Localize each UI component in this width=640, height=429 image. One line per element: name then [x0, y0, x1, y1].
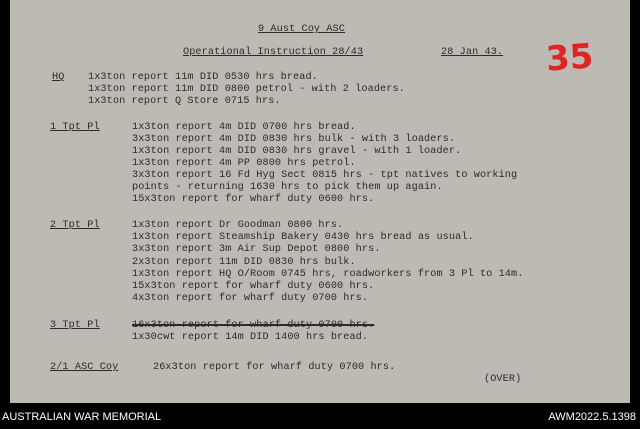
section-label-3-tpt-pl: 3 Tpt Pl: [50, 320, 100, 331]
section-label-asc-coy: 2/1 ASC Coy: [50, 362, 119, 373]
tpt2-line: 3x3ton report 3m Air Sup Depot 0800 hrs.: [132, 244, 381, 255]
document-page: [10, 0, 630, 403]
tpt1-line: 15x3ton report for wharf duty 0600 hrs.: [132, 194, 375, 205]
tpt2-line: 2x3ton report 11m DID 0830 hrs bulk.: [132, 257, 356, 268]
tpt1-line: 1x3ton report 4m PP 0800 hrs petrol.: [132, 158, 356, 169]
tpt1-line: 3x3ton report 16 Fd Hyg Sect 0815 hrs - tpt natives to working: [132, 170, 518, 181]
instruction-title: Operational Instruction 28/43: [183, 47, 364, 58]
footer-accession: AWM2022.5.1398: [548, 411, 636, 423]
struck-out-line: 16x3ton report for wharf duty 0700 hrs.: [132, 320, 375, 331]
tpt2-line: 1x3ton report Steamship Bakery 0430 hrs bread as usual.: [132, 232, 474, 243]
handwritten-number: 35: [544, 36, 595, 80]
section-label-2-tpt-pl: 2 Tpt Pl: [50, 220, 100, 231]
tpt2-line: 1x3ton report HQ O/Room 0745 hrs, roadworkers from 3 Pl to 14m.: [132, 269, 524, 280]
section-label-hq: HQ: [52, 72, 65, 83]
over-note: (OVER): [484, 374, 522, 385]
section-label-1-tpt-pl: 1 Tpt Pl: [50, 122, 100, 133]
unit-heading: 9 Aust Coy ASC: [258, 24, 345, 35]
tpt1-line: 1x3ton report 4m DID 0830 hrs gravel - with 1 loader.: [132, 146, 462, 157]
instruction-date: 28 Jan 43.: [441, 47, 504, 58]
tpt1-line: points - returning 1630 hrs to pick them up again.: [132, 182, 443, 193]
footer-source: AUSTRALIAN WAR MEMORIAL: [2, 411, 162, 423]
tpt2-line: 1x3ton report Dr Goodman 0800 hrs.: [132, 220, 344, 231]
tpt1-line: 1x3ton report 4m DID 0700 hrs bread.: [132, 122, 356, 133]
tpt2-line: 4x3ton report for wharf duty 0700 hrs.: [132, 293, 369, 304]
tpt1-line: 3x3ton report 4m DID 0830 hrs bulk - with 3 loaders.: [132, 134, 456, 145]
hq-line: 1x3ton report Q Store 0715 hrs.: [88, 96, 281, 107]
hq-line: 1x3ton report 11m DID 0800 petrol - with 2 loaders.: [88, 84, 405, 95]
asc-line: 26x3ton report for wharf duty 0700 hrs.: [153, 362, 396, 373]
tpt2-line: 15x3ton report for wharf duty 0600 hrs.: [132, 281, 375, 292]
tpt3-line: 1x30cwt report 14m DID 1400 hrs bread.: [132, 332, 369, 343]
hq-line: 1x3ton report 11m DID 0530 hrs bread.: [88, 72, 318, 83]
